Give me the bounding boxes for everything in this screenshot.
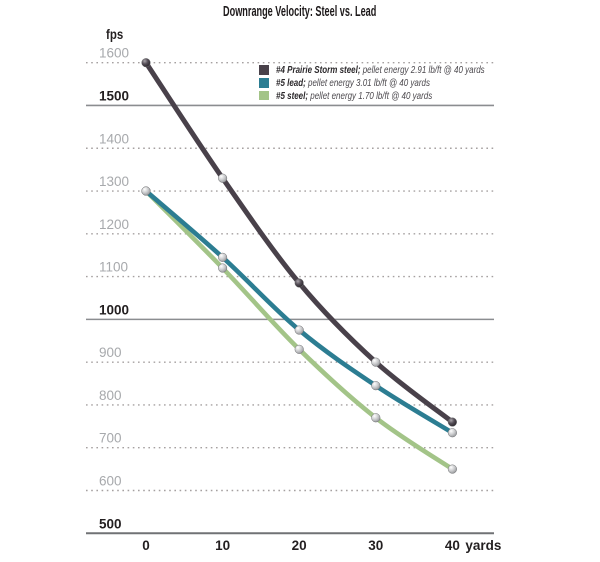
data-point-marker xyxy=(372,381,381,390)
data-point-marker xyxy=(218,253,227,262)
data-point-marker xyxy=(448,465,457,474)
data-point-marker xyxy=(218,174,227,183)
data-point-marker xyxy=(448,428,457,437)
legend-item-detail: pellet energy 2.91 lb/ft @ 40 yards xyxy=(362,65,485,76)
y-tick-label-500: 500 xyxy=(99,516,122,532)
data-point-marker xyxy=(142,187,151,196)
chart-title-wrap xyxy=(0,4,600,20)
y-axis-unit-label: fps xyxy=(106,27,124,42)
data-point-marker xyxy=(372,358,381,367)
legend-item-text xyxy=(276,91,432,102)
legend-item xyxy=(259,60,537,76)
y-tick-label-1600: 1600 xyxy=(99,45,130,61)
y-tick-label-1300: 1300 xyxy=(99,174,130,190)
chart-title: Downrange Velocity: Steel vs. Lead xyxy=(223,4,377,20)
legend-item xyxy=(259,86,471,102)
data-point-marker xyxy=(142,58,151,67)
data-point-marker xyxy=(448,418,457,427)
x-tick-label-40: 40 xyxy=(444,538,460,553)
data-point-marker xyxy=(372,413,381,422)
legend-item-label: #4 Prairie Storm steel; xyxy=(275,65,361,76)
x-tick-label-0: 0 xyxy=(142,538,150,553)
y-tick-label-1500: 1500 xyxy=(99,88,130,104)
x-axis-unit-label: yards xyxy=(465,538,502,553)
y-tick-label-1200: 1200 xyxy=(99,216,130,232)
y-tick-label-600: 600 xyxy=(99,473,122,489)
series-line-1 xyxy=(146,191,452,433)
x-tick-label-30: 30 xyxy=(368,538,384,553)
y-tick-label-1100: 1100 xyxy=(99,259,129,275)
legend-item-label: #5 steel; xyxy=(275,90,308,102)
data-point-marker xyxy=(218,264,227,273)
y-tick-label-900: 900 xyxy=(99,345,122,361)
data-point-marker xyxy=(295,326,304,335)
legend-item-label: #5 lead; xyxy=(275,78,306,89)
y-tick-label-1400: 1400 xyxy=(99,131,130,147)
y-tick-label-700: 700 xyxy=(99,430,122,446)
legend-swatch-steel xyxy=(259,91,269,101)
y-tick-label-1000: 1000 xyxy=(99,302,130,318)
series-line-0 xyxy=(146,63,452,422)
x-tick-label-20: 20 xyxy=(291,538,307,553)
legend-item-detail: pellet energy 3.01 lb/ft @ 40 yards xyxy=(307,78,430,89)
data-point-marker xyxy=(295,345,304,354)
x-tick-label-10: 10 xyxy=(215,538,231,553)
y-tick-label-800: 800 xyxy=(99,387,122,403)
legend-item xyxy=(259,73,468,89)
legend-item-detail: pellet energy 1.70 lb/ft @ 40 yards xyxy=(310,90,433,102)
data-point-marker xyxy=(295,279,304,288)
